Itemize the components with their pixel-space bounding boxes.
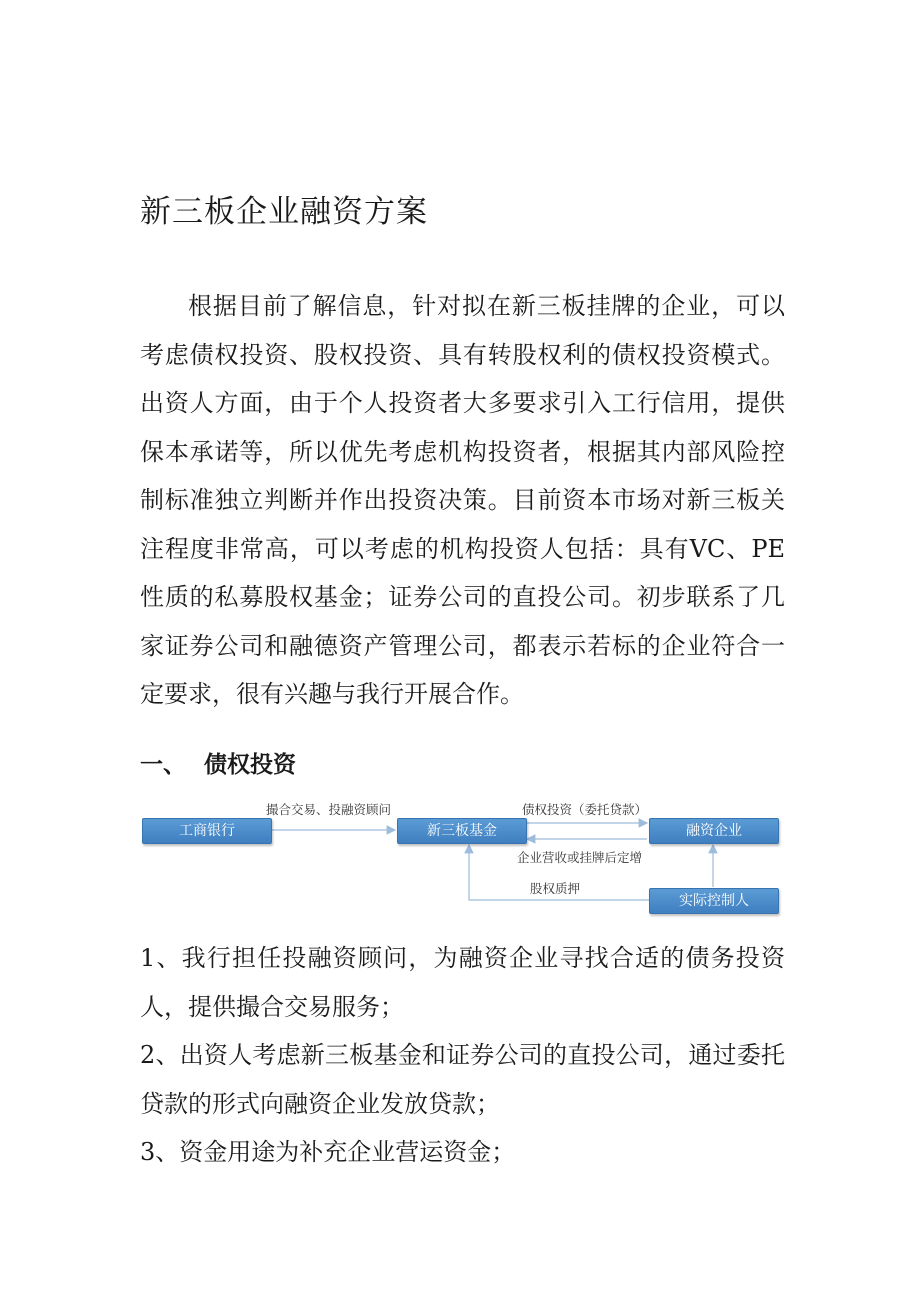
node-bank: 工商银行 — [142, 818, 272, 844]
flow-diagram — [140, 795, 785, 920]
section-title: 债权投资 — [204, 752, 296, 778]
page-title: 新三板企业融资方案 — [140, 194, 428, 230]
item-list — [140, 934, 785, 1177]
label-controller-fund: 股权质押 — [530, 881, 581, 896]
list-item: 2、出资人考虑新三板基金和证券公司的直投公司，通过委托贷款的形式向融资企业发放贷款； — [140, 1041, 785, 1118]
label-bank-fund: 撮合交易、投融资顾问 — [266, 802, 392, 817]
node-fund: 新三板基金 — [397, 818, 527, 844]
list-item: 3、资金用途为补充企业营运资金； — [140, 1138, 516, 1166]
list-item: 1、我行担任投融资顾问，为融资企业寻找合适的债务投资人，提供撮合交易服务； — [140, 944, 785, 1021]
section-heading — [140, 746, 296, 779]
label-fund-enterprise: 债权投资（委托贷款） — [522, 802, 648, 817]
intro-paragraph: 根据目前了解信息，针对拟在新三板挂牌的企业，可以考虑债权投资、股权投资、具有转股权利的债权投资模式。出资人方面，由于个人投资者大多要求引入工行信用，提供保本承诺等，所以优先考虑机构投资者，根据其内部风险控制标准独立判断并作出投资决策。目前资本市场对新三板关注程度非常高，可以考虑的机构投资人包括：具有VC、PE性质的私募股权基金；证券公司的直投公司。初步联系了几家证券公司和融德资产管理公司，都表示若标的企业符合一定要求，很有兴趣与我行开展合作。 — [140, 292, 785, 708]
node-enterprise: 融资企业 — [649, 818, 779, 844]
node-controller: 实际控制人 — [649, 888, 779, 914]
label-enterprise-fund: 企业营收或挂牌后定增 — [517, 850, 643, 865]
section-number: 一、 — [140, 752, 186, 778]
